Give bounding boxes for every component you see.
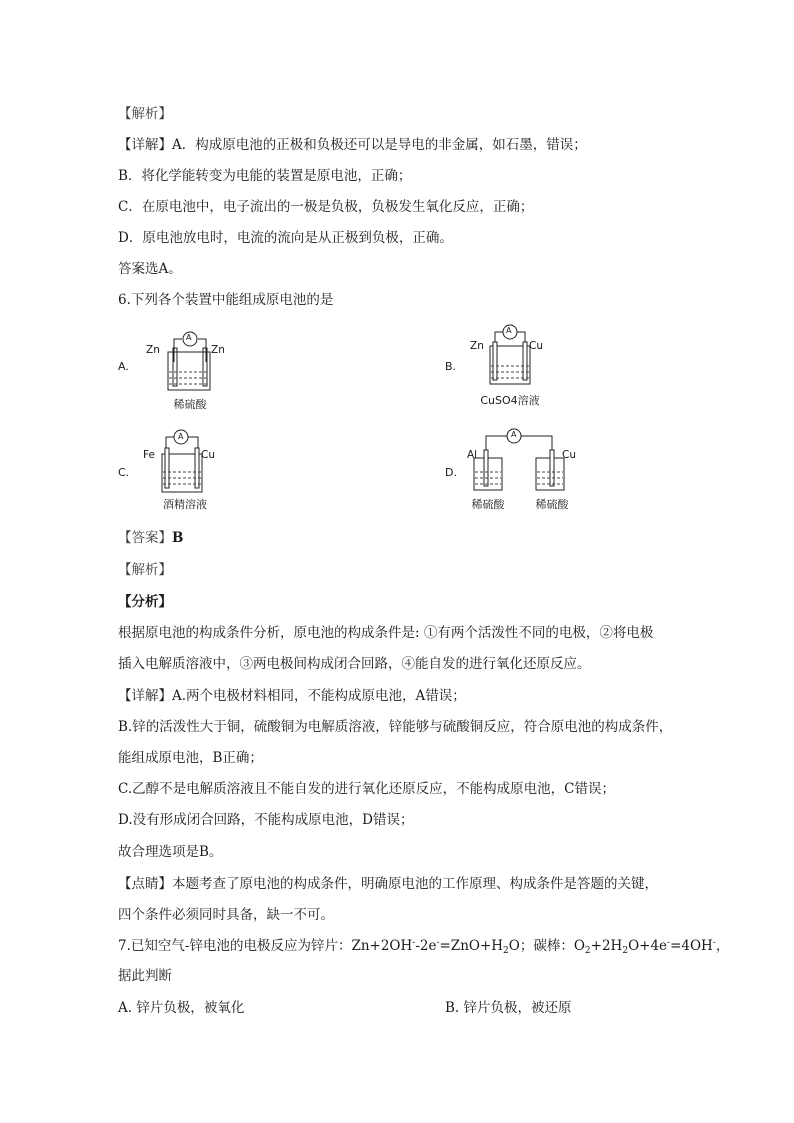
q6-detail-c: C.乙醇不是电解质溶液且不能自发的进行氧化还原反应，不能构成原电池，C错误；	[118, 781, 615, 797]
q6-analysis-heading: 【解析】	[118, 562, 172, 578]
q7-option-b: B. 锌片负极，被还原	[445, 1000, 572, 1016]
q6-detail-d: D.没有形成闭合回路，不能构成原电池，D错误；	[118, 812, 414, 828]
q6-detail-b-1: B.锌的活泼性大于铜，硫酸铜为电解质溶液，锌能够与硫酸铜反应，符合原电池的构成条件，	[118, 719, 673, 735]
answer-line	[118, 528, 183, 548]
option-a-left-electrode: Zn	[146, 344, 160, 356]
option-d-caption-right: 稀硫酸	[535, 498, 569, 511]
answer-text: 答案选A。	[118, 261, 182, 277]
option-a-caption: 稀硫酸	[173, 398, 207, 411]
detail-a-text: 【详解】A．构成原电池的正极和负极还可以是导电的非金属，如石墨，错误；	[118, 137, 587, 153]
q6-detail-b-2: 能组成原电池，B正确；	[118, 750, 263, 766]
option-c-meter-label: A	[178, 432, 184, 441]
option-d-apparatus	[472, 426, 572, 498]
detail-b-text: B．将化学能转变为电能的装置是原电池，正确；	[118, 168, 412, 184]
question-6-title: 6.下列各个装置中能组成原电池的是	[118, 292, 334, 308]
question-7-title: 7.已知空气-锌电池的电极反应为锌片：$Zn+2OH^--2e^-=ZnO+H_2O$；碳棒：$O_2+2H_2O+4e^-=4OH^-$，	[118, 938, 730, 956]
option-a-letter: A.	[118, 360, 129, 373]
answer-value: B	[172, 530, 184, 546]
detail-d-text: D．原电池放电时，电流的流向是从正极到负极，正确。	[118, 230, 453, 246]
option-a-right-electrode: Zn	[211, 344, 225, 356]
option-c-letter: C.	[118, 466, 130, 479]
fenxi-heading: 【分析】	[118, 594, 172, 610]
q7-option-a: A. 锌片负极，被氧化	[118, 1000, 245, 1016]
option-d-caption-left: 稀硫酸	[471, 498, 505, 511]
option-b-letter: B.	[445, 360, 457, 373]
fenxi-line-1: 根据原电池的构成条件分析，原电池的构成条件是: ①有两个活泼性不同的电极，②将电极	[118, 625, 654, 641]
option-b-right-electrode: Cu	[529, 340, 543, 352]
question-7-title-line-2: 据此判断	[118, 968, 172, 984]
option-b-left-electrode: Zn	[470, 340, 484, 352]
option-d-letter: D.	[445, 466, 457, 479]
detail-c-text: C．在原电池中，电子流出的一极是负极，负极发生氧化反应，正确；	[118, 199, 534, 215]
dianjing-line-2: 四个条件必须同时具备，缺一不可。	[118, 907, 334, 923]
option-a-meter-label: A	[186, 333, 192, 342]
option-d-meter-label: A	[511, 430, 517, 439]
option-d-left-electrode: Al	[467, 449, 478, 461]
analysis-heading: 【解析】	[118, 106, 172, 122]
q6-conclusion: 故合理选项是B。	[118, 844, 223, 860]
q6-detail-a: 【详解】A.两个电极材料相同，不能构成原电池，A错误；	[118, 688, 466, 704]
answer-label: 【答案】	[118, 530, 172, 546]
fenxi-line-2: 插入电解质溶液中，③两电极间构成闭合回路，④能自发的进行氧化还原反应。	[118, 656, 591, 672]
option-c-right-electrode: Cu	[201, 449, 215, 461]
dianjing-line-1: 【点睛】本题考查了原电池的构成条件，明确原电池的工作原理、构成条件是答题的关键，	[118, 876, 658, 892]
option-b-meter-label: A	[506, 326, 512, 335]
option-b-caption: CuSO4溶液	[480, 394, 540, 407]
option-d-right-electrode: Cu	[562, 449, 576, 461]
option-c-caption: 酒精溶液	[163, 498, 207, 511]
option-c-left-electrode: Fe	[143, 449, 155, 461]
